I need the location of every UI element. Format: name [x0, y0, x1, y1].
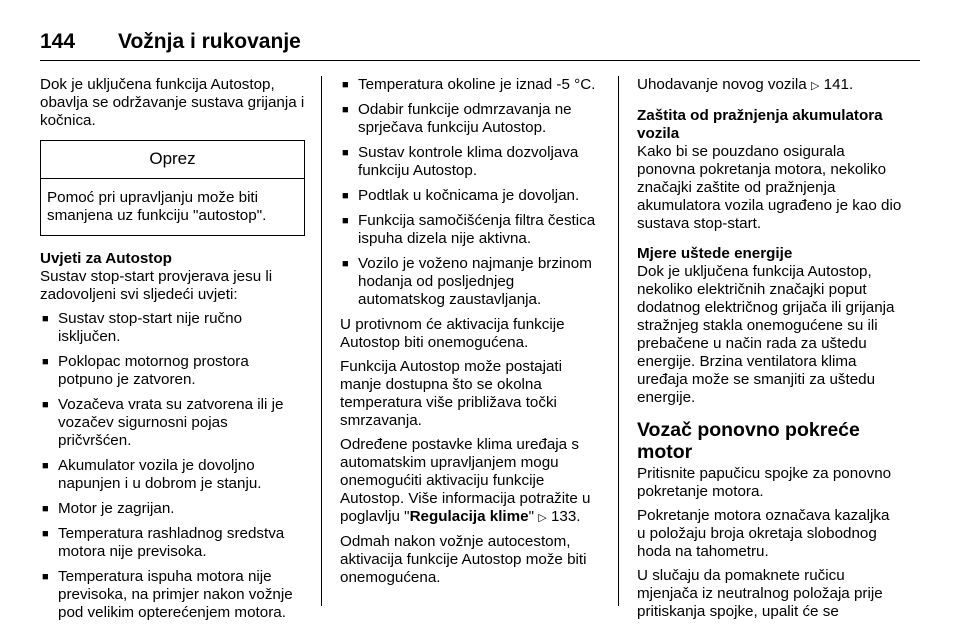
paragraph: Kako bi se pouzdano osigurala ponovna pokretanja motora, nekoliko značajki zaštite od pražnjenja akumulatora vozila ugrađeno je kao dio sustava stop-start.: [637, 143, 902, 232]
page-reference[interactable]: 133.: [550, 508, 581, 525]
text: Uhodavanje novog vozila: [637, 76, 807, 93]
section-heading: Mjere uštede energije: [637, 245, 793, 262]
paragraph: Pokretanje motora označava kazaljka u položaju broja okretaja slobodnog hoda na tahometru.: [637, 507, 890, 560]
header-rule: [40, 60, 920, 61]
column-3: [637, 76, 902, 627]
caution-box: [40, 140, 305, 236]
paragraph: U protivnom će aktivacija funkcije Autostop biti onemogućena.: [340, 316, 565, 351]
section-heading: Zaštita od pražnjenja akumulatora vozila: [637, 107, 883, 142]
conditions-list-continued: [340, 76, 605, 309]
paragraph: Odmah nakon vožnje autocestom, aktivacija funkcije Autostop može biti onemogućena.: [340, 533, 587, 586]
list-item: ■ Motor je zagrijan.: [40, 500, 305, 518]
page-number: 144: [40, 30, 76, 53]
page-reference[interactable]: 141.: [823, 76, 854, 93]
paragraph: Pritisnite papučicu spojke za ponovno pokretanje motora.: [637, 465, 892, 500]
list-item: ■ Temperatura okoline je iznad -5 °C.: [340, 76, 605, 94]
chapter-heading: Vozač ponovno pokreće motor: [637, 419, 860, 463]
paragraph: Sustav stop-start provjerava jesu li zadovoljeni svi sljedeći uvjeti:: [40, 268, 273, 303]
column-2: [340, 76, 605, 593]
paragraph: U slučaju da pomaknete ručicu mjenjača iz neutralnog položaja prije pritiskanja spojke, upalit će se: [637, 567, 883, 620]
paragraph: [340, 436, 605, 527]
caution-title: Oprez: [41, 141, 304, 179]
text: Određene postavke klima uređaja s automatskim upravljanjem mogu onemogućiti aktivaciju funkcije Autostop. Više informacija potražite u poglavlju ": [340, 436, 591, 525]
page-title: Vožnja i rukovanje: [118, 30, 301, 53]
section-heading: Uvjeti za Autostop: [40, 250, 172, 267]
column-separator: [321, 76, 322, 606]
list-item: ■ Odabir funkcije odmrzavanja ne sprječava funkciju Autostop.: [340, 101, 605, 137]
caution-text: Pomoć pri upravljanju može biti smanjena uz funkciju "autostop".: [47, 189, 267, 224]
list-item: ■ Podtlak u kočnicama je dovoljan.: [340, 187, 605, 205]
page-reference-icon: ▷: [538, 512, 547, 524]
list-item: ■ Akumulator vozila je dovoljno napunjen i u dobrom je stanju.: [40, 457, 305, 493]
list-item: ■ Sustav stop-start nije ručno isključen.: [40, 310, 305, 346]
list-item: ■ Vozilo je voženo najmanje brzinom hodanja od posljednjeg automatskog zaustavljanja.: [340, 255, 605, 309]
page-header: [40, 0, 301, 54]
list-item: ■ Sustav kontrole klima dozvoljava funkciju Autostop.: [340, 144, 605, 180]
cross-reference-title[interactable]: Regulacija klime: [409, 508, 529, 525]
intro-paragraph: Dok je uključena funkcija Autostop, obavlja se održavanje sustava grijanja i kočnica.: [40, 76, 305, 129]
paragraph: Funkcija Autostop može postajati manje dostupna što se okolna temperatura više približava točki smrzavanja.: [340, 358, 563, 429]
paragraph: [637, 76, 902, 95]
paragraph: Dok je uključena funkcija Autostop, nekoliko električnih značajki poput dodatnog električnog grijača ili grijanja stražnjeg stakla onemogućene su ili prebačene u način rada za uštedu energije. Brzina ventilatora klima uređaja može se smanjiti za uštedu energije.: [637, 263, 895, 406]
list-item: ■ Temperatura rashladnog sredstva motora nije previsoka.: [40, 525, 305, 561]
list-item: ■ Poklopac motornog prostora potpuno je zatvoren.: [40, 353, 305, 389]
column-1: [40, 76, 305, 629]
list-item: ■ Temperatura ispuha motora nije previsoka, na primjer nakon vožnje pod velikim opterećenjem motora.: [40, 568, 305, 622]
list-item: ■ Funkcija samočišćenja filtra čestica ispuha dizela nije aktivna.: [340, 212, 605, 248]
text: ": [528, 508, 534, 525]
list-item: ■ Vozačeva vrata su zatvorena ili je vozačev sigurnosni pojas pričvršćen.: [40, 396, 305, 450]
page-reference-icon: ▷: [810, 80, 820, 92]
conditions-list: [40, 310, 305, 622]
column-separator: [618, 76, 619, 606]
